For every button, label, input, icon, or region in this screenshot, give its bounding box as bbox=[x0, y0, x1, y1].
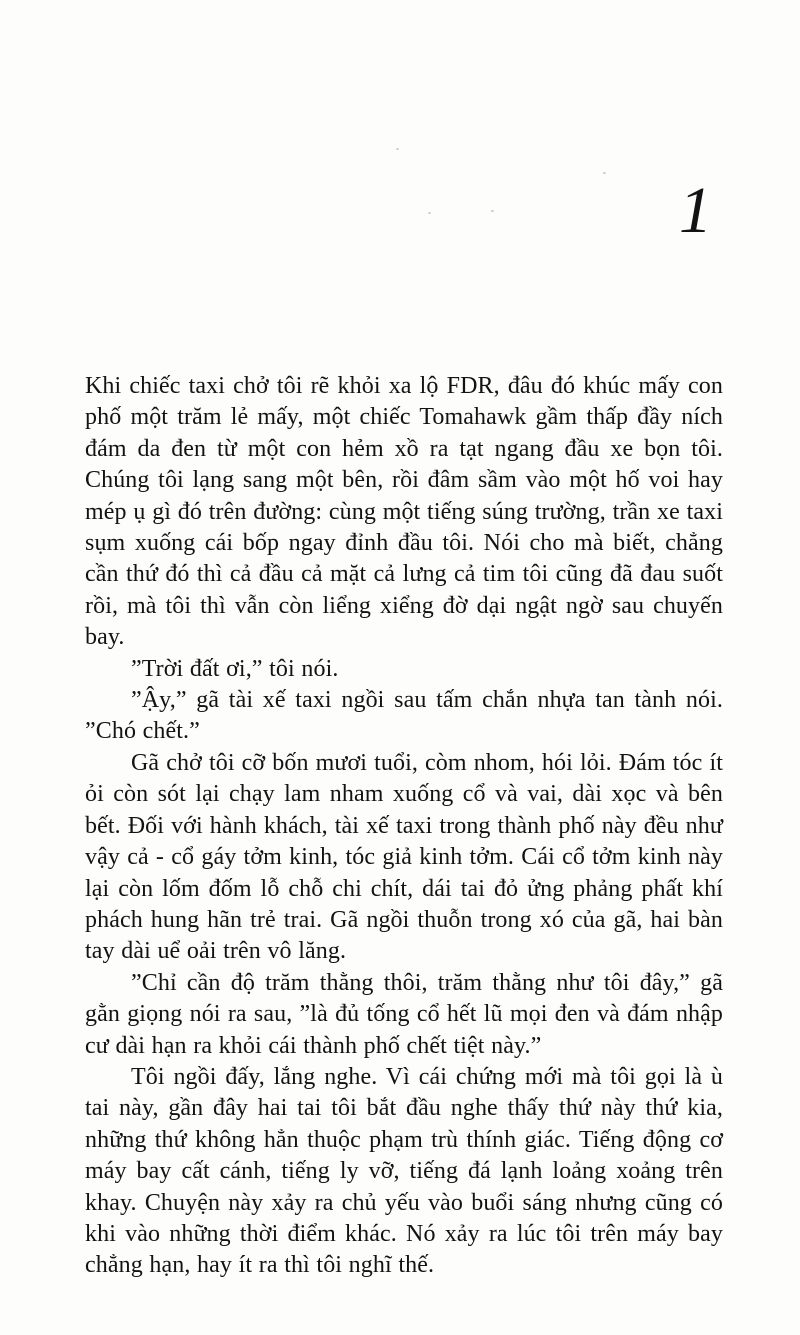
body-text bbox=[85, 371, 723, 1282]
paragraph-tinnitus: Tôi ngồi đấy, lắng nghe. Vì cái chứng mới mà tôi gọi là ù tai này, gần đây hai tai tôi bắt đầu nghe thấy thứ này thứ kia, những thứ không hẳn thuộc phạm trù thính giác. Tiếng động cơ máy bay cất cánh, tiếng ly vỡ, tiếng đá lạnh loảng xoảng trên khay. Chuyện này xảy ra chủ yếu vào buổi sáng nhưng cũng có khi vào những thời điểm khác. Nó xảy ra lúc tôi trên máy bay chẳng hạn, hay ít ra thì tôi nghĩ thế. bbox=[85, 1063, 723, 1279]
scan-speck bbox=[428, 212, 431, 214]
scan-speck bbox=[396, 148, 399, 150]
paragraph-dialogue-1: ”Trời đất ơi,” tôi nói. bbox=[131, 655, 339, 682]
chapter-number: 1 bbox=[679, 174, 712, 247]
paragraph-dialogue-2: ”Ậy,” gã tài xế taxi ngồi sau tấm chắn nhựa tan tành nói. ”Chó chết.” bbox=[85, 687, 723, 745]
scan-speck bbox=[491, 210, 494, 212]
paragraph-driver-description: Gã chở tôi cỡ bốn mươi tuổi, còm nhom, hói lỏi. Đám tóc ít ỏi còn sót lại chạy lam nham xuống cổ và vai, dài xọc và bên bết. Đối với hành khách, tài xế taxi trong thành phố này đều như vậy cả - cổ gáy tởm kinh, tóc giả kinh tởm. Cái cổ tởm kinh này lại còn lốm đốm lỗ chỗ chi chít, dái tai đỏ ửng phảng phất khí phách hung hãn trẻ trai. Gã ngồi thuỗn trong xó của gã, hai bàn tay dài uể oải trên vô lăng. bbox=[85, 749, 723, 965]
scan-speck bbox=[603, 172, 606, 174]
paragraph-opening: Khi chiếc taxi chở tôi rẽ khỏi xa lộ FDR, đâu đó khúc mấy con phố một trăm lẻ mấy, một chiếc Tomahawk gầm thấp đầy ních đám da đen từ một con hẻm xồ ra tạt ngang đầu xe bọn tôi. Chúng tôi lạng sang một bên, rồi đâm sầm vào một hố voi hay mép ụ gì đó trên đường: cùng một tiếng súng trường, trần xe taxi sụm xuống cái bốp ngay đỉnh đầu tôi. Nói cho mà biết, chẳng cần thứ đó thì cả đầu cả mặt cả lưng cả tim tôi cũng đã đau suốt rồi, mà tôi thì vẫn còn liểng xiểng đờ dại ngật ngờ sau chuyến bay. bbox=[85, 373, 723, 651]
paragraph-dialogue-3: ”Chỉ cần độ trăm thằng thôi, trăm thằng như tôi đây,” gã gằn giọng nói ra sau, ”là đủ tống cổ hết lũ mọi đen và đám nhập cư dài hạn ra khỏi cái thành phố chết tiệt này.” bbox=[85, 969, 723, 1059]
